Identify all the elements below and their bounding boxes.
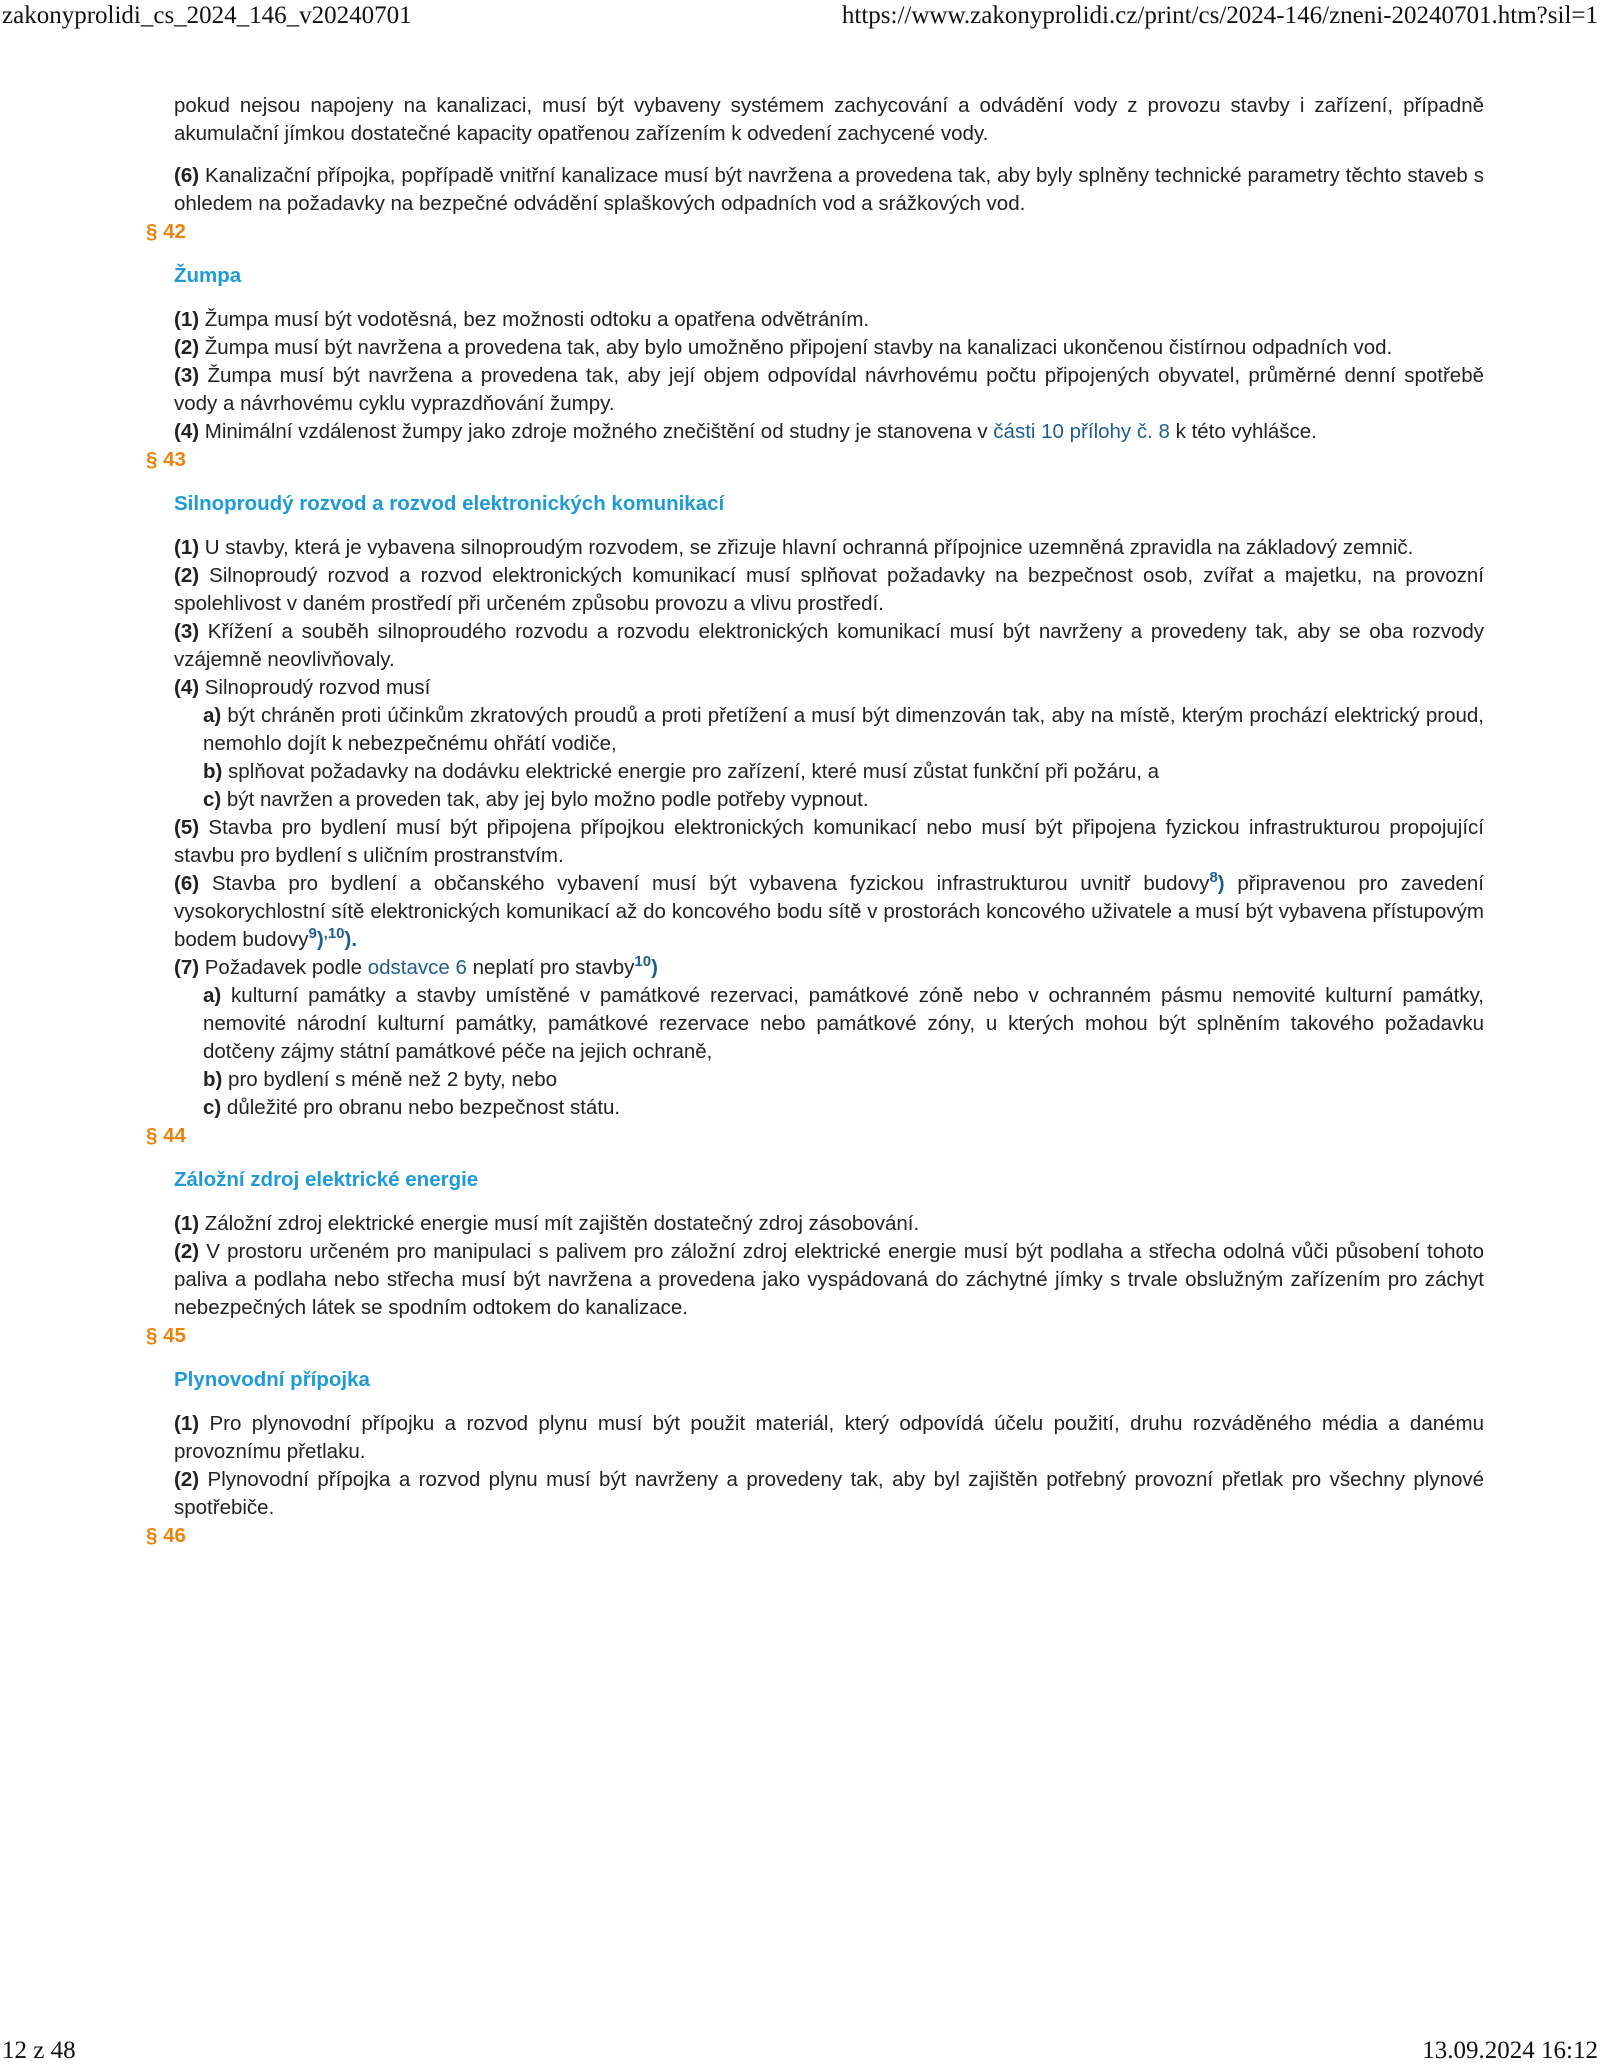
page-counter: 12 z 48 [2,2037,76,2064]
item-text: kulturní památky a stavby umístěné v památkové rezervaci, památkové zóně nebo v ochranném pásmu nemovité kulturní památky, nemovité národní kulturní památky, památkové rezervace nebo památkové zóny, u kterých mohou být splněním takového požadavku dotčeny zájmy státní památkové péče na jejich ochraně, [203,984,1484,1063]
footnote-paren-end: ). [344,928,358,951]
item-letter: b) [203,760,223,783]
item-43-4-a [203,702,1484,758]
footnote-8-link[interactable] [1209,869,1225,895]
paragraph-text: Silnoproudý rozvod a rozvod elektronických komunikací musí splňovat požadavky na bezpečnost osob, zvířat a majetku, na provozní spolehlivost v daném prostředí při určeném způsobu provozu a vlivu prostředí. [174,564,1484,615]
section-sign-45: § 45 [146,1324,186,1347]
continued-paragraph: pokud nejsou napojeny na kanalizaci, musí být vybaveny systémem zachycování a odvádění vody z provozu stavby i zařízení, případně akumulační jímkou dostatečné kapacity opatřenou zařízením k odvedení zachycené vody. [174,94,1484,145]
footnote-10-link[interactable] [327,925,358,951]
footnote-ref: 9 [308,925,317,943]
paragraph-number: (3) [174,620,200,643]
paragraph-number: (2) [174,564,200,587]
paragraph-number: (2) [174,1468,200,1491]
paragraph-number: (7) [174,956,200,979]
paragraph-text: V prostoru určeném pro manipulaci s palivem pro záložní zdroj elektrické energie musí být podlaha a střecha odolná vůči působení tohoto paliva a podlaha nebo střecha musí být navržena a provedena jako vyspádovaná do záchytné jímky s trvale obslužným zařízením pro záchyt nebezpečných látek se spodním odtokem do kanalizace. [174,1240,1484,1319]
footnote-paren: ) [1217,872,1225,895]
paragraph-text: Stavba pro bydlení a občanského vybavení musí být vybavena fyzickou infrastrukturou uvnitř budovy [199,872,1210,895]
section-title-42: Žumpa [174,264,242,287]
paragraph-43-3 [174,618,1484,674]
paragraph-text: Požadavek podle [199,956,368,979]
section-sign-42: § 42 [146,220,186,243]
paragraph-number: (1) [174,1212,200,1235]
paragraph-42-3 [174,362,1484,418]
print-timestamp: 13.09.2024 16:12 [1422,2037,1598,2064]
item-letter: c) [203,1096,222,1119]
item-43-7-b [203,1066,1484,1094]
paragraph-6-link[interactable]: odstavce 6 [367,956,467,979]
paragraph-number: (1) [174,536,200,559]
paragraph-42-1 [174,306,1484,334]
paragraph-text: neplatí pro stavby [466,956,635,979]
paragraph-number: (4) [174,420,200,443]
paragraph-text: Silnoproudý rozvod musí [199,676,431,699]
section-title-43: Silnoproudý rozvod a rozvod elektronických komunikací [174,492,725,515]
footnote-separator: , [323,925,328,943]
footnote-paren: ) [316,928,324,951]
paragraph-number: (2) [174,336,200,359]
paragraph-43-6 [174,870,1484,954]
paragraph-text: Minimální vzdálenost žumpy jako zdroje možného znečištění od studny je stanovena v [199,420,994,443]
item-43-4-b [203,758,1484,786]
paragraph-text: k této vyhlášce. [1169,420,1317,443]
paragraph-45-2 [174,1466,1484,1522]
item-text: být navržen a proveden tak, aby jej bylo možno podle potřeby vypnout. [221,788,869,811]
paragraph-text: připravenou pro zavedení vysokorychlostní sítě elektronických komunikací až do koncového bodu sítě v prostorách koncového uživatele a musí být vybavena přístupovým bodem budovy [174,872,1485,951]
paragraph-text: Stavba pro bydlení musí být připojena přípojkou elektronických komunikací nebo musí být připojena fyzickou infrastrukturou propojující stavbu pro bydlení s uličním prostranstvím. [174,816,1484,867]
item-text: pro bydlení s méně než 2 byty, nebo [222,1068,558,1091]
paragraph-43-2 [174,562,1484,618]
paragraph-text: Pro plynovodní přípojku a rozvod plynu musí být použit materiál, který odpovídá účelu použití, druhu rozváděného média a danému provoznímu přetlaku. [174,1412,1484,1463]
document-url: https://www.zakonyprolidi.cz/print/cs/2024-146/zneni-20240701.htm?sil=1 [841,2,1598,29]
paragraph-text: Žumpa musí být vodotěsná, bez možnosti odtoku a opatřena odvětráním. [199,308,870,331]
paragraph-43-7 [174,954,1484,982]
section-title-45: Plynovodní přípojka [174,1368,370,1391]
paragraph-text: Záložní zdroj elektrické energie musí mít zajištěn dostatečný zdroj zásobování. [199,1212,920,1235]
document-body [146,92,1485,1566]
paragraph-45-1 [174,1410,1484,1466]
paragraph-43-5 [174,814,1484,870]
paragraph-43-1 [174,534,1484,562]
paragraph-text: Žumpa musí být navržena a provedena tak, aby její objem odpovídal návrhovému počtu připojených obyvatel, průměrné denní spotřebě vody a návrhovému cyklu vyprazdňování žumpy. [174,364,1484,415]
paragraph-text: Kanalizační přípojka, popřípadě vnitřní kanalizace musí být navržena a provedena tak, aby byly splněny technické parametry těchto staveb s ohledem na požadavky na bezpečné odvádění splaškových odpadních vod a srážkových vod. [174,164,1484,215]
paragraph-number: (6) [174,164,200,187]
paragraph-number: (5) [174,816,200,839]
paragraph-number: (1) [174,308,200,331]
item-letter: a) [203,984,222,1007]
footnote-ref: 10 [634,953,652,971]
paragraph-42-4 [174,418,1484,446]
item-43-7-c [203,1094,1484,1122]
paragraph-number: (2) [174,1240,200,1263]
paragraph-44-2 [174,1238,1484,1322]
footnote-ref: 8 [1209,869,1218,887]
footnote-9-link[interactable] [308,925,324,951]
paragraph-text: Plynovodní přípojka a rozvod plynu musí být navrženy a provedeny tak, aby byl zajištěn potřebný provozní přetlak pro všechny plynové spotřebiče. [174,1468,1484,1519]
section-sign-46: § 46 [146,1524,186,1547]
section-sign-44: § 44 [146,1124,186,1147]
paragraph-number: (6) [174,872,200,895]
item-43-7-a [203,982,1484,1066]
paragraph-number: (1) [174,1412,200,1435]
item-text: splňovat požadavky na dodávku elektrické energie pro zařízení, které musí zůstat funkční při požáru, a [222,760,1160,783]
annex-8-part-10-link[interactable]: části 10 přílohy č. 8 [993,420,1170,443]
paragraph-41-6 [174,162,1484,218]
document-id: zakonyprolidi_cs_2024_146_v20240701 [2,2,412,29]
paragraph-text: Křížení a souběh silnoproudého rozvodu a rozvodu elektronických komunikací musí být navrženy a provedeny tak, aby se oba rozvody vzájemně neovlivňovaly. [174,620,1484,671]
item-43-4-c [203,786,1484,814]
item-letter: a) [203,704,222,727]
section-sign-43: § 43 [146,448,186,471]
paragraph-text: U stavby, která je vybavena silnoproudým rozvodem, se zřizuje hlavní ochranná přípojnice uzemněná zpravidla na základový zemnič. [199,536,1414,559]
paragraph-44-1 [174,1210,1484,1238]
paragraph-number: (3) [174,364,200,387]
paragraph-43-4 [174,674,1484,702]
section-title-44: Záložní zdroj elektrické energie [174,1168,479,1191]
item-letter: c) [203,788,222,811]
footnote-ref: 10 [327,925,345,943]
paragraph-42-2 [174,334,1484,362]
paragraph-text: Žumpa musí být navržena a provedena tak, aby bylo umožněno připojení stavby na kanalizaci ukončenou čistírnou odpadních vod. [199,336,1393,359]
item-text: důležité pro obranu nebo bezpečnost státu. [221,1096,621,1119]
footnote-10-link[interactable] [634,953,658,979]
item-letter: b) [203,1068,223,1091]
paragraph-number: (4) [174,676,200,699]
footnote-paren: ) [651,956,658,979]
item-text: být chráněn proti účinkům zkratových proudů a proti přetížení a musí být dimenzován tak, aby na místě, kterým prochází elektrický proud, nemohlo dojít k nebezpečnému ohřátí vodiče, [203,704,1484,755]
